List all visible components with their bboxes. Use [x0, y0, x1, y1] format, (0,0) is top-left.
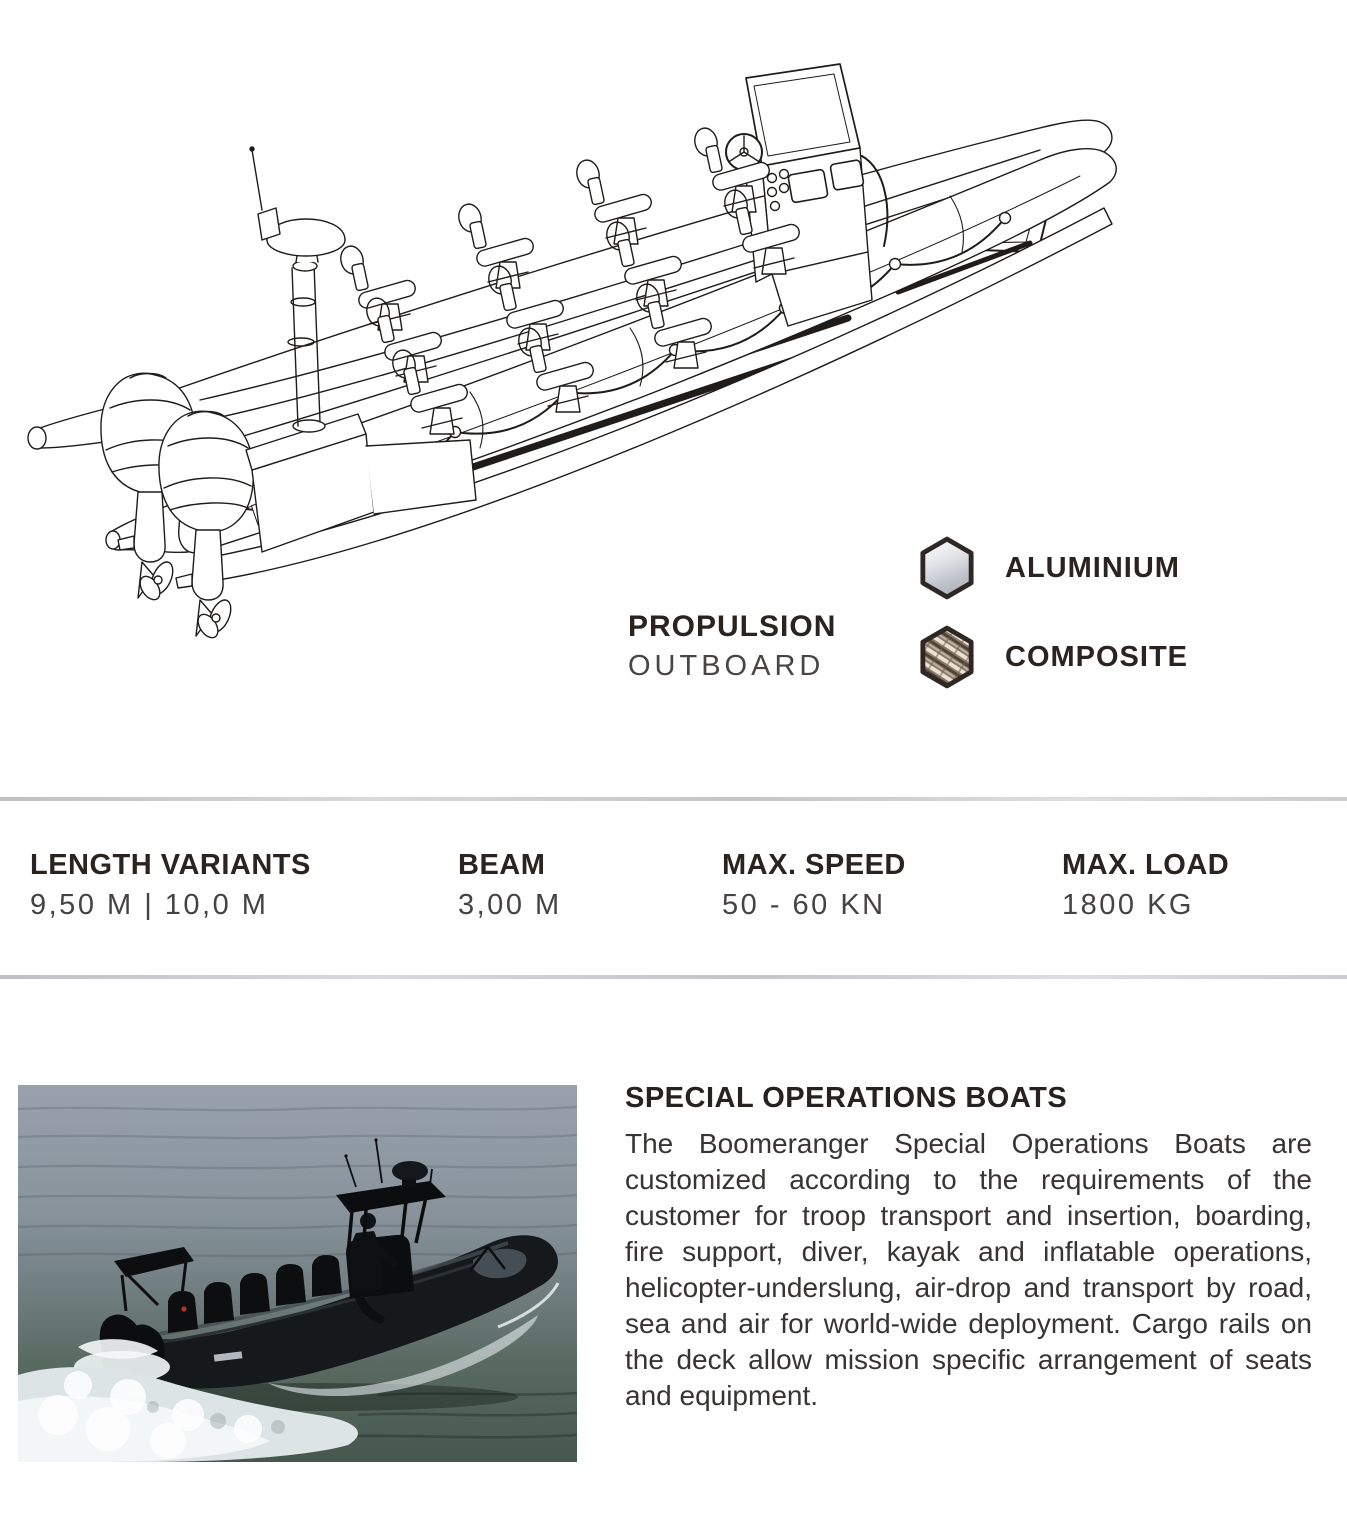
spec-beam	[458, 849, 562, 922]
material-label-composite: COMPOSITE	[1005, 640, 1189, 673]
spec-value: 1800 KG	[1062, 889, 1194, 921]
spec-value: 9,50 M | 10,0 M	[30, 889, 269, 921]
about-section	[625, 1082, 1312, 1414]
spec-max-speed	[722, 849, 906, 922]
material-label-aluminium: ALUMINIUM	[1005, 551, 1180, 584]
materials-legend	[919, 536, 1188, 689]
specs-bottom-rule	[0, 975, 1347, 979]
spec-label: BEAM	[458, 849, 546, 881]
aluminium-hexagon-icon	[919, 536, 975, 600]
specs-top-rule	[0, 797, 1347, 801]
material-row-composite	[919, 625, 1188, 689]
propulsion-value: OUTBOARD	[628, 650, 825, 682]
propulsion-label: PROPULSION	[628, 610, 837, 643]
spec-value: 3,00 M	[458, 889, 562, 921]
about-heading: SPECIAL OPERATIONS BOATS	[625, 1082, 1068, 1114]
boat-photo	[18, 1085, 577, 1462]
spec-label: LENGTH VARIANTS	[30, 849, 311, 881]
spec-label: MAX. SPEED	[722, 849, 906, 881]
composite-hexagon-icon	[919, 625, 975, 689]
propulsion-block	[628, 610, 836, 683]
about-paragraph: The Boomeranger Special Operations Boats are customized according to the requirements of the customer for troop transport and insertion, boarding, fire support, diver, kayak and inflatable operations, helicopter-underslung, air-drop and transport by road, sea and air for world-wide deployment. Cargo rails on the deck allow mission specific arrangement of seats and equipment.	[625, 1128, 1312, 1411]
spec-length-variants	[30, 849, 311, 922]
spec-max-load	[1062, 849, 1229, 922]
spec-label: MAX. LOAD	[1062, 849, 1230, 881]
material-row-aluminium	[919, 536, 1188, 600]
spec-value: 50 - 60 KN	[722, 889, 886, 921]
